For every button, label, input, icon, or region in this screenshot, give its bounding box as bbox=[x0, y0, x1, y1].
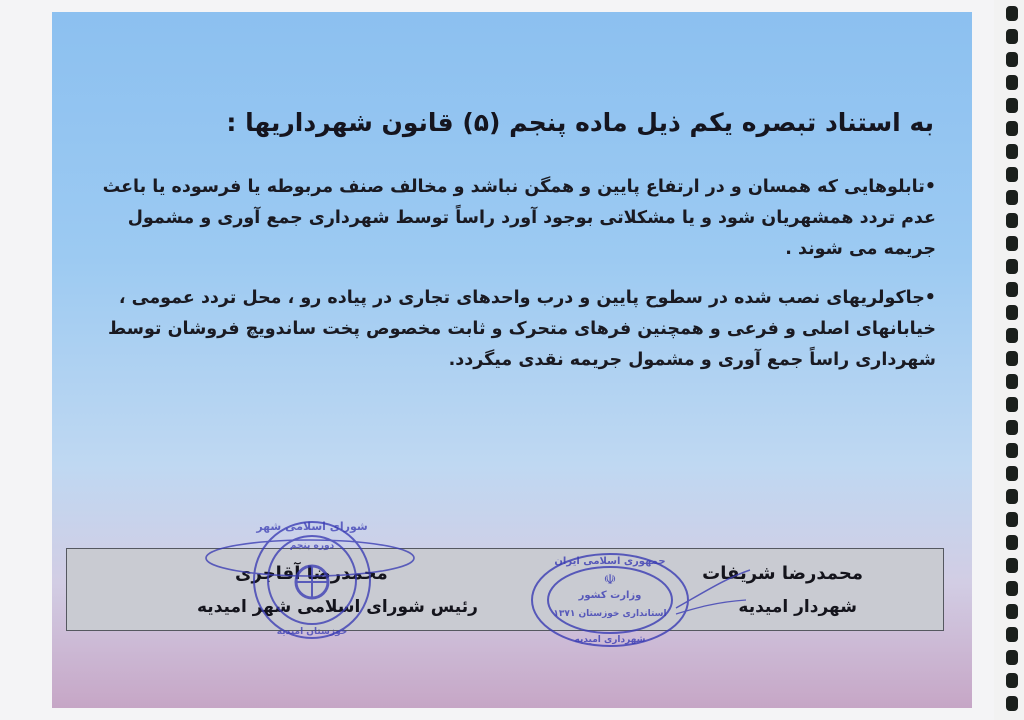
binding-hole bbox=[1006, 144, 1018, 159]
binding-hole bbox=[1006, 443, 1018, 458]
binding-hole bbox=[1006, 535, 1018, 550]
binding-hole bbox=[1006, 259, 1018, 274]
mayor-name: محمدرضا شریفات bbox=[702, 563, 863, 584]
municipality-stamp-text-4: شهرداری امیدیه bbox=[574, 635, 646, 645]
binding-hole bbox=[1006, 121, 1018, 136]
paragraph-signboards: •تابلوهایی که همسان و در ارتفاع پایین و همگن نباشد و مخالف صنف مربوطه یا فرسوده یا باعث عدم تردد همشهریان شود و یا مشکلاتی بوجود آورد راساً توسط شهرداری جمع آوری و مشمول جریمه می شوند . bbox=[102, 177, 936, 259]
municipality-stamp bbox=[526, 548, 756, 652]
paragraph-stalls-ovens: •جاکولریهای نصب شده در سطوح پایین و درب واحدهای تجاری در پیاده رو ، محل تردد عمومی ، خیابانهای اصلی و فرعی و همچنین فرهای متحرک و ثابت مخصوص پخت ساندویچ فروشان توسط شهرداری راساً جمع آوری و مشمول جریمه نقدی میگردد. bbox=[108, 288, 936, 370]
binding-hole bbox=[1006, 351, 1018, 366]
binding-hole bbox=[1006, 696, 1018, 711]
binding-hole bbox=[1006, 305, 1018, 320]
binding-hole bbox=[1006, 466, 1018, 481]
council-stamp bbox=[200, 510, 420, 650]
mayor-title: شهردار امیدیه bbox=[738, 597, 857, 617]
council-stamp-text-3: خوزستان امیدیه bbox=[276, 627, 348, 637]
signature-box bbox=[66, 548, 944, 631]
binding-hole bbox=[1006, 650, 1018, 665]
binding-hole bbox=[1006, 213, 1018, 228]
binding-hole bbox=[1006, 627, 1018, 642]
binding-hole bbox=[1006, 604, 1018, 619]
municipality-stamp-text-3: استانداری خوزستان ۱۳۷۱ bbox=[553, 609, 667, 619]
binding-hole bbox=[1006, 374, 1018, 389]
binding-hole bbox=[1006, 673, 1018, 688]
binding-hole bbox=[1006, 6, 1018, 21]
binding-hole bbox=[1006, 558, 1018, 573]
binding-hole bbox=[1006, 512, 1018, 527]
document-heading: به استناد تبصره یکم ذیل ماده پنجم (۵) قانون شهرداریها : bbox=[226, 108, 934, 137]
emblem-icon: ☫ bbox=[603, 572, 617, 588]
binding-hole bbox=[1006, 52, 1018, 67]
council-stamp-text-1: شورای اسلامی شهر bbox=[256, 520, 368, 533]
binding-hole bbox=[1006, 167, 1018, 182]
binding-hole bbox=[1006, 29, 1018, 44]
binding-hole bbox=[1006, 397, 1018, 412]
binding-hole bbox=[1006, 236, 1018, 251]
binding-hole bbox=[1006, 190, 1018, 205]
binding-hole bbox=[1006, 420, 1018, 435]
binding-hole bbox=[1006, 581, 1018, 596]
binding-hole bbox=[1006, 98, 1018, 113]
municipality-stamp-text-2: وزارت کشور bbox=[578, 590, 642, 601]
municipality-stamp-text-1: جمهوری اسلامی ایران bbox=[554, 556, 666, 567]
spiral-binding bbox=[994, 0, 1024, 720]
binding-hole bbox=[1006, 282, 1018, 297]
binding-hole bbox=[1006, 328, 1018, 343]
council-head-title: رئیس شورای اسلامی شهر امیدیه bbox=[197, 597, 478, 617]
council-head-name: محمدرضا آقاجری bbox=[235, 563, 388, 584]
binding-hole bbox=[1006, 489, 1018, 504]
council-stamp-text-2: دوره پنجم bbox=[289, 541, 335, 551]
binding-hole bbox=[1006, 75, 1018, 90]
